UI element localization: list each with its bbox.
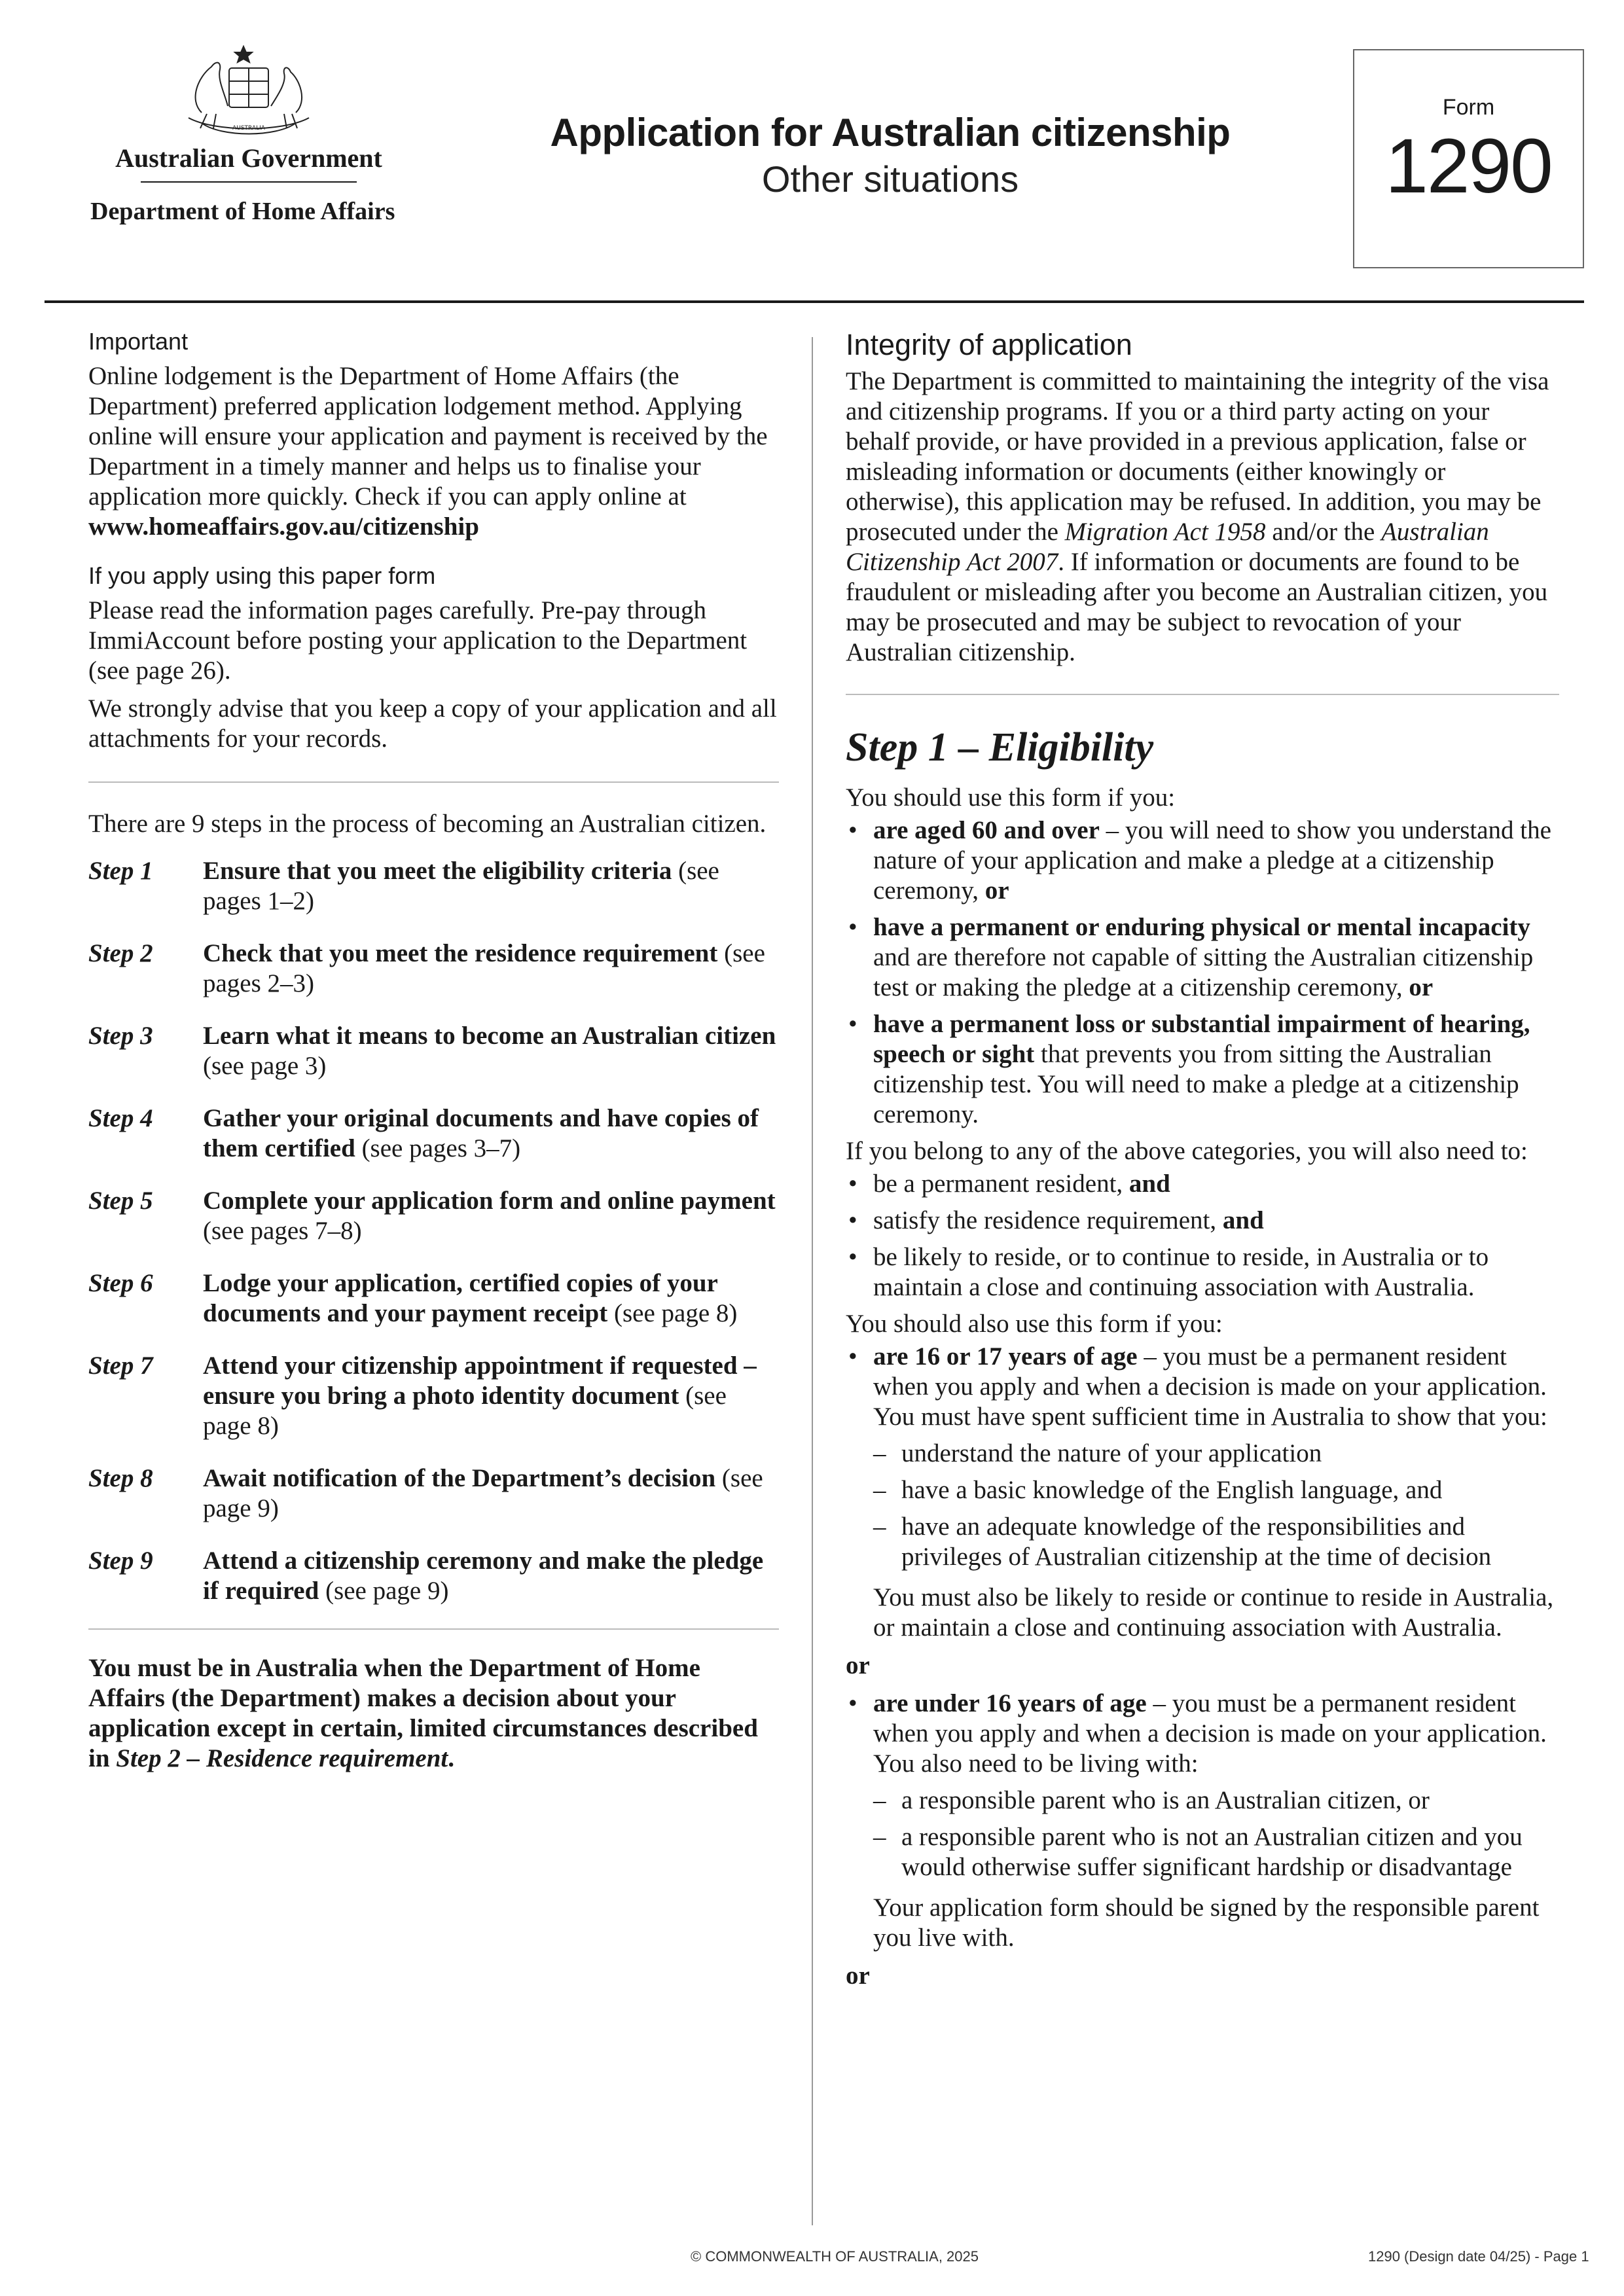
step-text: Lodge your application, certified copies of your documents and your payment receipt (see page 8): [203, 1269, 738, 1327]
step-row: [88, 856, 779, 916]
steps-intro: There are 9 steps in the process of becoming an Australian citizen.: [88, 810, 767, 838]
list-item: – have an adequate knowledge of the responsibilities and privileges of Australian citizenship at the time of decision: [846, 1512, 1559, 1572]
form-label: Form: [1442, 95, 1495, 120]
list-item: • satisfy the residence requirement, and: [846, 1206, 1559, 1236]
step-row: [88, 1103, 779, 1164]
step-text: Attend a citizenship ceremony and make the pledge if required (see page 9): [203, 1547, 764, 1605]
list-item: • are 16 or 17 years of age – you must be a permanent resident when you apply and when a decision is made on your application. You must have spent sufficient time in Australia to show that you:: [846, 1342, 1559, 1432]
important-heading: Important: [88, 328, 189, 355]
list-item: • be likely to reside, or to continue to reside, in Australia or to maintain a close and continuing association with Australia.: [846, 1242, 1559, 1302]
or-separator: or: [846, 1651, 870, 1679]
right-column: [846, 327, 1559, 1999]
column-divider: [812, 337, 813, 2225]
step-text: Gather your original documents and have copies of them certified (see pages 3–7): [203, 1104, 759, 1162]
section-divider: [88, 1628, 779, 1630]
step-text: Attend your citizenship appointment if requested – ensure you bring a photo identity document (see page 8): [203, 1352, 757, 1440]
title-block: [471, 110, 1309, 200]
step-row: [88, 939, 779, 999]
list-item: – understand the nature of your application: [846, 1439, 1559, 1469]
step-label: Step 8: [88, 1464, 153, 1492]
page-title: Application for Australian citizenship: [550, 111, 1231, 154]
integrity-paragraph: The Department is committed to maintaining the integrity of the visa and citizenship programs. If you or a third party acting on your behalf provide, or have provided in a previous application, false or misleading information or documents (either knowingly or otherwise), this application may be refused. In addition, you may be prosecuted under the Migration Act 1958 and/or the Australian Citizenship Act 2007. If information or documents are found to be fraudulent or misleading after you become an Australian citizen, you may be prosecuted and may be subject to revocation of your Australian citizenship.: [846, 367, 1549, 666]
step-text: Complete your application form and online payment (see pages 7–8): [203, 1187, 776, 1245]
list-item: • have a permanent loss or substantial impairment of hearing, speech or sight that prevents you from sitting the Australian citizenship test. You will need to make a pledge at a citizenship ceremony.: [846, 1009, 1559, 1130]
copyright-notice: © COMMONWEALTH OF AUSTRALIA, 2025: [691, 2248, 979, 2265]
step-label: Step 5: [88, 1187, 153, 1215]
step-row: [88, 1463, 779, 1524]
step-label: Step 1: [88, 857, 153, 885]
step-label: Step 2: [88, 939, 153, 967]
section-divider: [88, 781, 779, 783]
step-label: Step 3: [88, 1022, 153, 1050]
step-row: [88, 1268, 779, 1329]
list-item: • have a permanent or enduring physical or mental incapacity and are therefore not capable of sitting the Australian citizenship test or making the pledge at a citizenship ceremony, or: [846, 912, 1559, 1003]
step-text: Check that you meet the residence requirement (see pages 2–3): [203, 939, 765, 997]
paper-form-paragraph-2: We strongly advise that you keep a copy of your application and all attachments for your records.: [88, 694, 777, 753]
page-info: 1290 (Design date 04/25) - Page 1: [1368, 2248, 1589, 2265]
step-row: [88, 1186, 779, 1246]
or-separator: or: [846, 1962, 870, 1990]
form-number: 1290: [1385, 123, 1552, 209]
list-note: You must also be likely to reside or continue to reside in Australia, or maintain a close and continuing association with Australia.: [873, 1583, 1554, 1641]
step-text: Ensure that you meet the eligibility criteria (see pages 1–2): [203, 857, 719, 915]
citizenship-link[interactable]: www.homeaffairs.gov.au/citizenship: [88, 512, 479, 541]
residence-notice: You must be in Australia when the Department of Home Affairs (the Department) makes a decision about your application except in certain, limited circumstances described in Step 2 – Residence requirement.: [88, 1654, 758, 1772]
list-item: – a responsible parent who is an Australian citizen, or: [846, 1785, 1559, 1816]
steps-list: [88, 856, 779, 1606]
list-item: • are aged 60 and over – you will need to show you understand the nature of your application and make a pledge at a citizenship ceremony, or: [846, 816, 1559, 906]
list-item: – a responsible parent who is not an Australian citizen and you would otherwise suffer significant hardship or disadvantage: [846, 1822, 1559, 1882]
department-name: Department of Home Affairs: [90, 198, 395, 225]
paper-form-heading: If you apply using this paper form: [88, 562, 436, 589]
left-column: [88, 327, 779, 1774]
eligibility-intro: You should use this form if you:: [846, 783, 1176, 812]
header-divider: [45, 300, 1584, 303]
section-divider: [846, 694, 1559, 695]
important-paragraph: Online lodgement is the Department of Home Affairs (the Department) preferred application lodgement method. Applying online will ensure your application and payment is received by the Department in a timely manner and helps us to finalise your application more quickly. Check if you can apply online at www.homeaffairs.gov.au/citizenship: [88, 362, 768, 541]
step-row: [88, 1021, 779, 1081]
also-need-intro: If you belong to any of the above categories, you will also need to:: [846, 1137, 1528, 1165]
list-item: • are under 16 years of age – you must be a permanent resident when you apply and when a decision is made on your application. You also need to be living with:: [846, 1689, 1559, 1779]
logo-divider: [141, 181, 357, 183]
government-logo: [85, 41, 412, 226]
step-row: [88, 1351, 779, 1441]
step-label: Step 6: [88, 1269, 153, 1297]
list-note: Your application form should be signed by the responsible parent you live with.: [873, 1893, 1540, 1952]
also-use-intro: You should also use this form if you:: [846, 1310, 1223, 1338]
step-text: Learn what it means to become an Australian citizen (see page 3): [203, 1022, 776, 1080]
step-label: Step 9: [88, 1547, 153, 1575]
list-item: • be a permanent resident, and: [846, 1169, 1559, 1199]
list-item: – have a basic knowledge of the English language, and: [846, 1475, 1559, 1505]
integrity-heading: Integrity of application: [846, 328, 1132, 361]
government-name: Australian Government: [115, 143, 382, 173]
paper-form-paragraph-1: Please read the information pages carefully. Pre-pay through ImmiAccount before posting your application to the Department (see page 26).: [88, 596, 748, 685]
step-row: [88, 1546, 779, 1606]
eligibility-heading: Step 1 – Eligibility: [846, 725, 1154, 770]
form-number-box: [1353, 49, 1584, 268]
page-subtitle: Other situations: [761, 158, 1019, 200]
step-label: Step 7: [88, 1352, 153, 1380]
coat-of-arms-icon: [162, 41, 335, 139]
step-text: Await notification of the Department’s decision (see page 9): [203, 1464, 763, 1522]
svg-text:AUSTRALIA: AUSTRALIA: [232, 125, 265, 132]
step-label: Step 4: [88, 1104, 153, 1132]
